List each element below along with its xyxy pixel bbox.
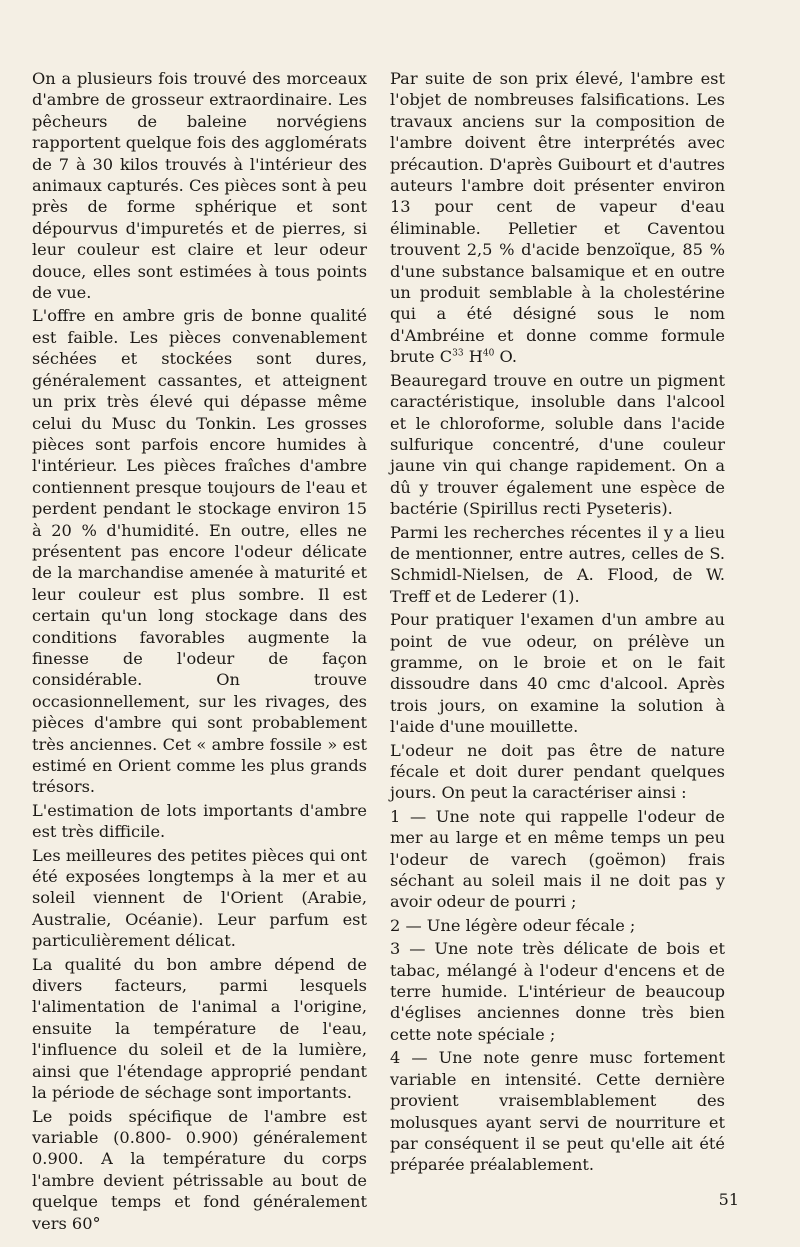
paragraph-specific-weight: Le poids spécifique de l'ambre est variable (0.800- 0.900) généralement 0.900. A la température du corps l'ambre devient pétrissable au bout de quelque temps et fond généralement vers 60°: [32, 1106, 367, 1233]
paragraph-odor-exam: Pour pratiquer l'examen d'un ambre au point de vue odeur, on prélève un gramme, on le broie et on le fait dissoudre dans 40 cmc d'alcool. Après trois jours, on examine la solution à l'aide d'une mouillette.: [390, 610, 725, 737]
right-column: [390, 68, 725, 1178]
paragraph-beauregard: Beauregard trouve en outre un pigment caractéristique, insoluble dans l'alcool et le chloroforme, soluble dans l'acide sulfurique concentré, d'une couleur jaune vin qui change rapidement. On a dû y trouver également une espèce de bactérie (Spirillus recti Pyseteris).: [390, 370, 725, 519]
list-item-1: 1 — Une note qui rappelle l'odeur de mer au large et en même temps un peu l'odeur de varech (goëmon) frais séchant au soleil mais il ne doit pas y avoir odeur de pourri ;: [390, 806, 725, 912]
falsifications-text: Par suite de son prix élevé, l'ambre est l'objet de nombreuses falsifications. Les travaux anciens sur la composition de l'ambre doivent être interprétés avec précaution. D'après Guibourt et d'autres auteurs l'ambre doit présenter environ 13 pour cent de vapeur d'eau éliminable. Pelletier et Caventou trouvent 2,5 % d'acide benzoïque, 85 % d'une substance balsamique et en outre un produit semblable à la cholestérine qui a été désigné sous le nom d'Ambréine et donne comme formule brute: [390, 69, 725, 367]
page-number: 51: [718, 1190, 739, 1209]
paragraph-large-pieces: On a plusieurs fois trouvé des morceaux d'ambre de grosseur extraordinaire. Les pêcheurs de baleine norvégiens rapportent quelque fois des agglomérats de 7 à 30 kilos trouvés à l'intérieur des animaux capturés. Ces pièces sont à peu près de forme sphérique et sont dépourvus d'impuretés et de pierres, si leur couleur est claire et leur odeur douce, elles sont estimées à tous points de vue.: [32, 69, 368, 303]
paragraph-falsifications: [390, 68, 725, 368]
formula-c: C: [439, 347, 453, 367]
paragraph-estimation: L'estimation de lots importants d'ambre est très difficile.: [32, 800, 367, 842]
formula-o: O.: [499, 347, 517, 367]
list-item-4: 4 — Une note genre musc fortement variable en intensité. Cette dernière provient vraisemblablement des molusques ayant servi de nourriture et par conséquent il se peut qu'elle ait été préparée préalablement.: [390, 1048, 725, 1175]
paragraph-quality-factors: La qualité du bon ambre dépend de divers facteurs, parmi lesquels l'alimentation de l'animal a l'origine, ensuite la température de l'eau, l'influence du soleil et de la lumière, ainsi que l'étendage approprié pendant la période de séchage sont importants.: [32, 954, 367, 1103]
paragraph-odor-character: L'odeur ne doit pas être de nature fécale et doit durer pendant quelques jours. On peut la caractériser ainsi :: [390, 740, 725, 803]
list-item-2: 2 — Une légère odeur fécale ;: [390, 915, 636, 935]
formula-c-sup: 33: [452, 348, 464, 359]
paragraph-best-pieces: Les meilleures des petites pièces qui ont été exposées longtemps à la mer et au soleil viennent de l'Orient (Arabie, Australie, Océanie). Leur parfum est particulièrement délicat.: [32, 845, 367, 951]
formula-h-sup: 40: [482, 348, 495, 359]
left-column: [32, 68, 367, 1236]
paragraph-offer-quality: L'offre en ambre gris de bonne qualité est faible. Les pièces convenablement séchées et stockées sont dures, généralement cassantes, et atteignent un prix très élevé qui dépasse même celui du Musc du Tonkin. Les grosses pièces sont parfois encore humides à l'intérieur. Les pièces fraîches d'ambre contiennent presque toujours de l'eau et perdent pendant le stockage environ 15 à 20 % d'humidité. En outre, elles ne présentent pas encore l'odeur délicate de la marchandise amenée à maturité et leur couleur est plus sombre. Il est certain qu'un long stockage dans des conditions favorables augmente la finesse de l'odeur de façon considérable. On trouve occasionnellement, sur les rivages, des pièces d'ambre qui sont probablement très anciennes. Cet « ambre fossile » est estimé en Orient comme les plus grands trésors.: [32, 306, 367, 797]
paragraph-recent-research: Parmi les recherches récentes il y a lieu de mentionner, entre autres, celles de S. Schmidl-Nielsen, de A. Flood, de W. Treff et de Lederer (1).: [390, 522, 725, 606]
formula-h: H: [468, 347, 483, 367]
list-item-3: 3 — Une note très délicate de bois et tabac, mélangé à l'odeur d'encens et de terre humide. L'intérieur de beaucoup d'églises anciennes donne très bien cette note spéciale ;: [390, 939, 725, 1044]
